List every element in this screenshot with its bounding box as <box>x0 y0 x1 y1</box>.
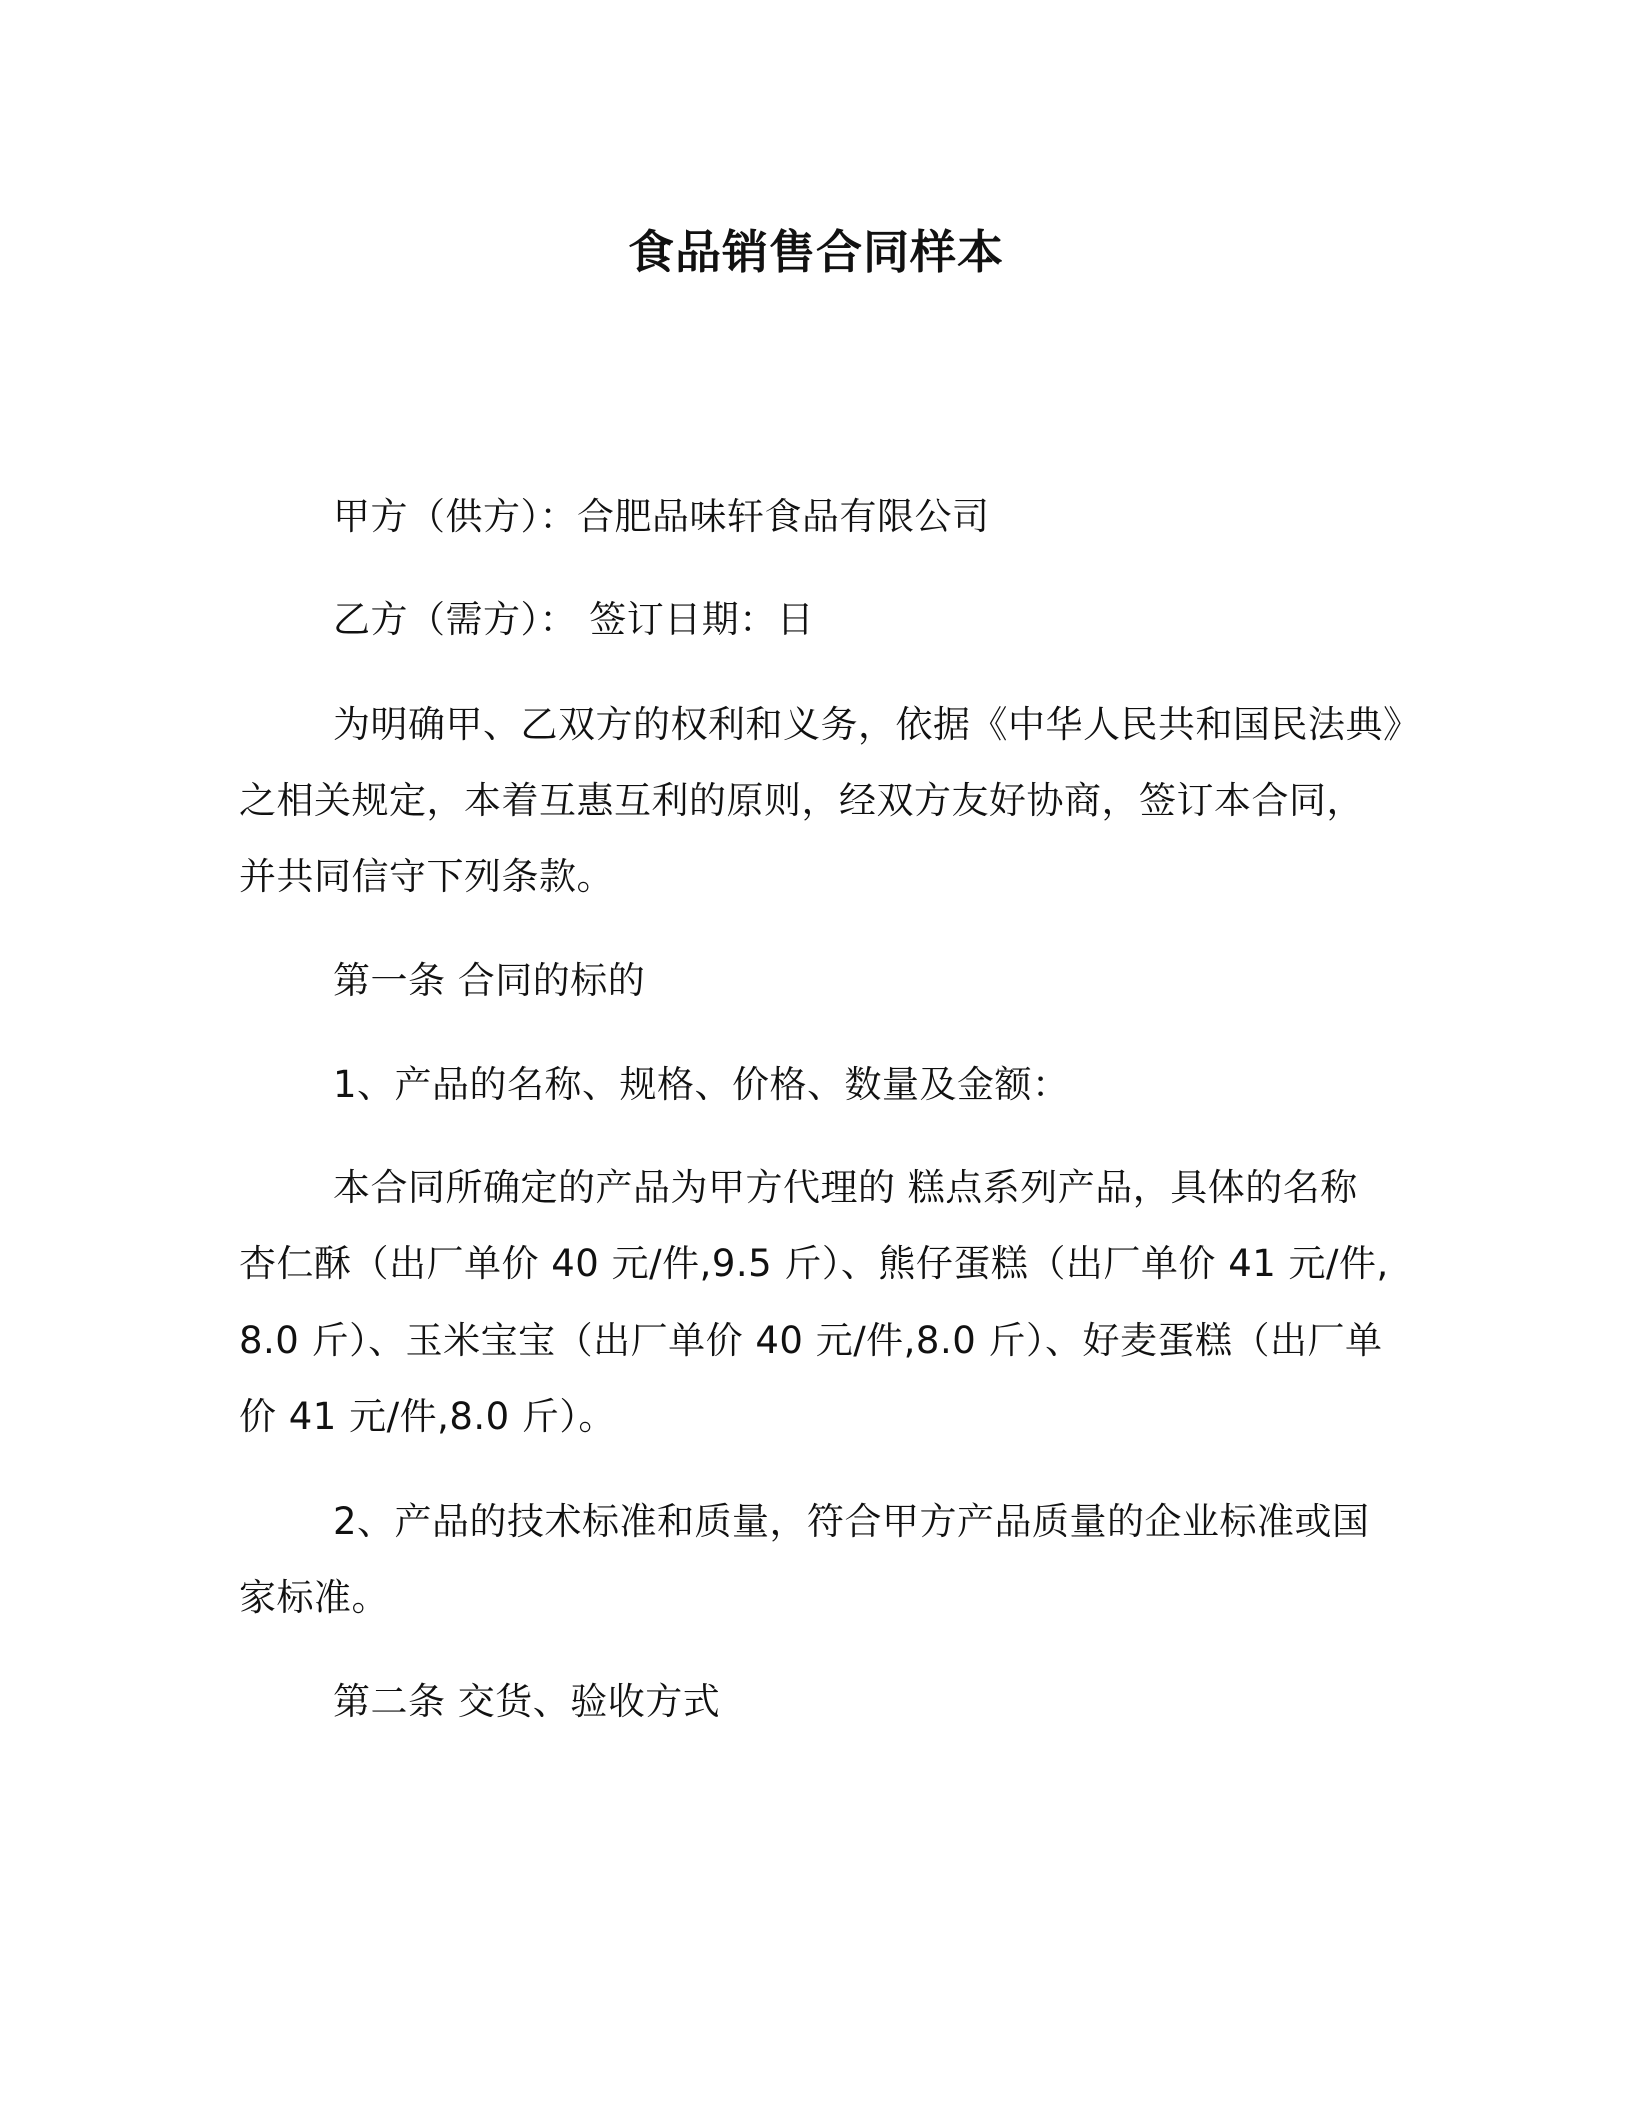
clause-2-line-2: 家标准。 <box>239 1576 389 1619</box>
clause-1-line-4: 价 41 元/件,8.0 斤）。 <box>239 1395 616 1438</box>
preamble-line-1: 为明确甲、乙双方的权利和义务，依据《中华人民共和国民法典》 <box>333 703 1421 746</box>
preamble-line-2: 之相关规定，本着互惠互利的原则，经双方友好协商，签订本合同， <box>239 779 1364 822</box>
clause-1-line-3: 8.0 斤）、玉米宝宝（出厂单价 40 元/件,8.0 斤）、好麦蛋糕（出厂单 <box>239 1319 1383 1362</box>
clause-2-line-1: 2、产品的技术标准和质量，符合甲方产品质量的企业标准或国 <box>333 1500 1370 1543</box>
clause-1-heading: 1、产品的名称、规格、价格、数量及金额： <box>333 1063 1070 1106</box>
document-title: 食品销售合同样本 <box>628 225 1004 279</box>
party-a-line: 甲方（供方）：合肥品味轩食品有限公司 <box>333 495 990 538</box>
clause-1-line-2: 杏仁酥（出厂单价 40 元/件,9.5 斤）、熊仔蛋糕（出厂单价 41 元/件, <box>239 1242 1389 1285</box>
article-1-heading: 第一条 合同的标的 <box>333 959 646 1002</box>
preamble-line-3: 并共同信守下列条款。 <box>239 855 614 898</box>
clause-1-line-1: 本合同所确定的产品为甲方代理的 糕点系列产品，具体的名称 <box>333 1166 1358 1209</box>
article-2-heading: 第二条 交货、验收方式 <box>333 1680 721 1723</box>
party-b-line: 乙方（需方）： 签订日期：日 <box>333 598 815 641</box>
